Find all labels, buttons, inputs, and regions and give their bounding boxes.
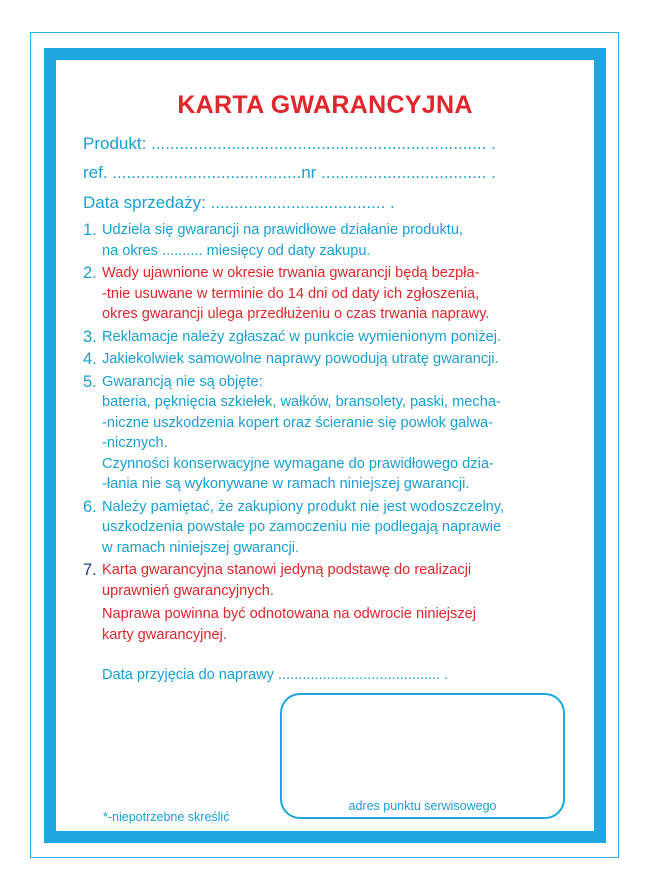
warranty-card: [44, 48, 606, 843]
clause-note-line: Naprawa powinna być odnotowana na odwrocie niniejszej: [102, 606, 476, 622]
repair-date-field: Data przyjęcia do naprawy ........................................ .: [102, 667, 449, 683]
clause-line: -niczne uszkodzenia kopert oraz ścieranie się powłok galwa-: [102, 414, 493, 431]
footnote: *-niepotrzebne skreślić: [103, 810, 230, 824]
clause-line: Udziela się gwarancji na prawidłowe działanie produktu,: [102, 222, 463, 238]
card-title: KARTA GWARANCYJNA: [177, 91, 473, 119]
clause-number: 1.: [83, 221, 97, 239]
clause-4: [83, 349, 588, 370]
clause-line: bateria, pęknięcia szkiełek, wałków, bransolety, paski, mecha-: [102, 394, 501, 410]
clause-7: [83, 560, 588, 645]
clause-line: Wady ujawnione w okresie trwania gwarancji będą bezpła-: [102, 265, 480, 281]
clause-line: w ramach niniejszej gwarancji.: [102, 539, 300, 556]
clause-line: Jakiekolwiek samowolne naprawy powodują utratę gwarancji.: [102, 351, 499, 367]
clause-line: -łania nie są wykonywane w ramach niniejszej gwarancji.: [102, 476, 470, 492]
service-stamp-box: [280, 693, 565, 819]
clause-line: na okres .......... miesięcy od daty zakupu.: [102, 242, 371, 259]
clause-number: 7.: [83, 561, 97, 579]
clause-number: 4.: [83, 350, 97, 368]
clause-line: Należy pamiętać, że zakupiony produkt nie jest wodoszczelny,: [102, 498, 505, 515]
ref-nr-field: ref. ........................................nr ................................... .: [83, 163, 496, 182]
clause-3: [83, 327, 588, 348]
stamp-label: adres punktu serwisowego: [348, 799, 497, 813]
clause-line: -tnie usuwane w terminie do 14 dni od daty ich zgłoszenia,: [102, 285, 480, 302]
clause-number: 2.: [83, 264, 97, 282]
clause-6: [83, 497, 588, 559]
clause-note-line: karty gwarancyjnej.: [102, 626, 227, 643]
product-field: Produkt: ....................................................................... .: [83, 134, 496, 153]
clause-number: 5.: [83, 372, 97, 391]
clause-number: 3.: [83, 327, 97, 346]
clause-line: Gwarancją nie są objęte:: [102, 373, 263, 390]
clause-line: uszkodzenia powstałe po zamoczeniu nie podlegają naprawie: [102, 519, 502, 535]
clause-2: [83, 263, 588, 325]
clause-number: 6.: [83, 497, 97, 516]
clause-line: Reklamacje należy zgłaszać w punkcie wymienionym poniżej.: [102, 328, 502, 345]
clause-line: uprawnień gwarancyjnych.: [102, 582, 274, 599]
clause-line: Czynności konserwacyjne wymagane do prawidłowego dzia-: [102, 455, 494, 472]
clause-line: -nicznych.: [102, 435, 168, 451]
clause-1: [83, 220, 588, 261]
clause-line: okres gwarancji ulega przedłużeniu o czas trwania naprawy.: [102, 306, 490, 322]
sale-date-field: Data sprzedaży: ..................................... .: [83, 193, 395, 212]
clause-5: [83, 372, 588, 495]
clause-line: Karta gwarancyjna stanowi jedyną podstawę do realizacji: [102, 562, 472, 578]
warranty-clauses: [83, 220, 588, 647]
